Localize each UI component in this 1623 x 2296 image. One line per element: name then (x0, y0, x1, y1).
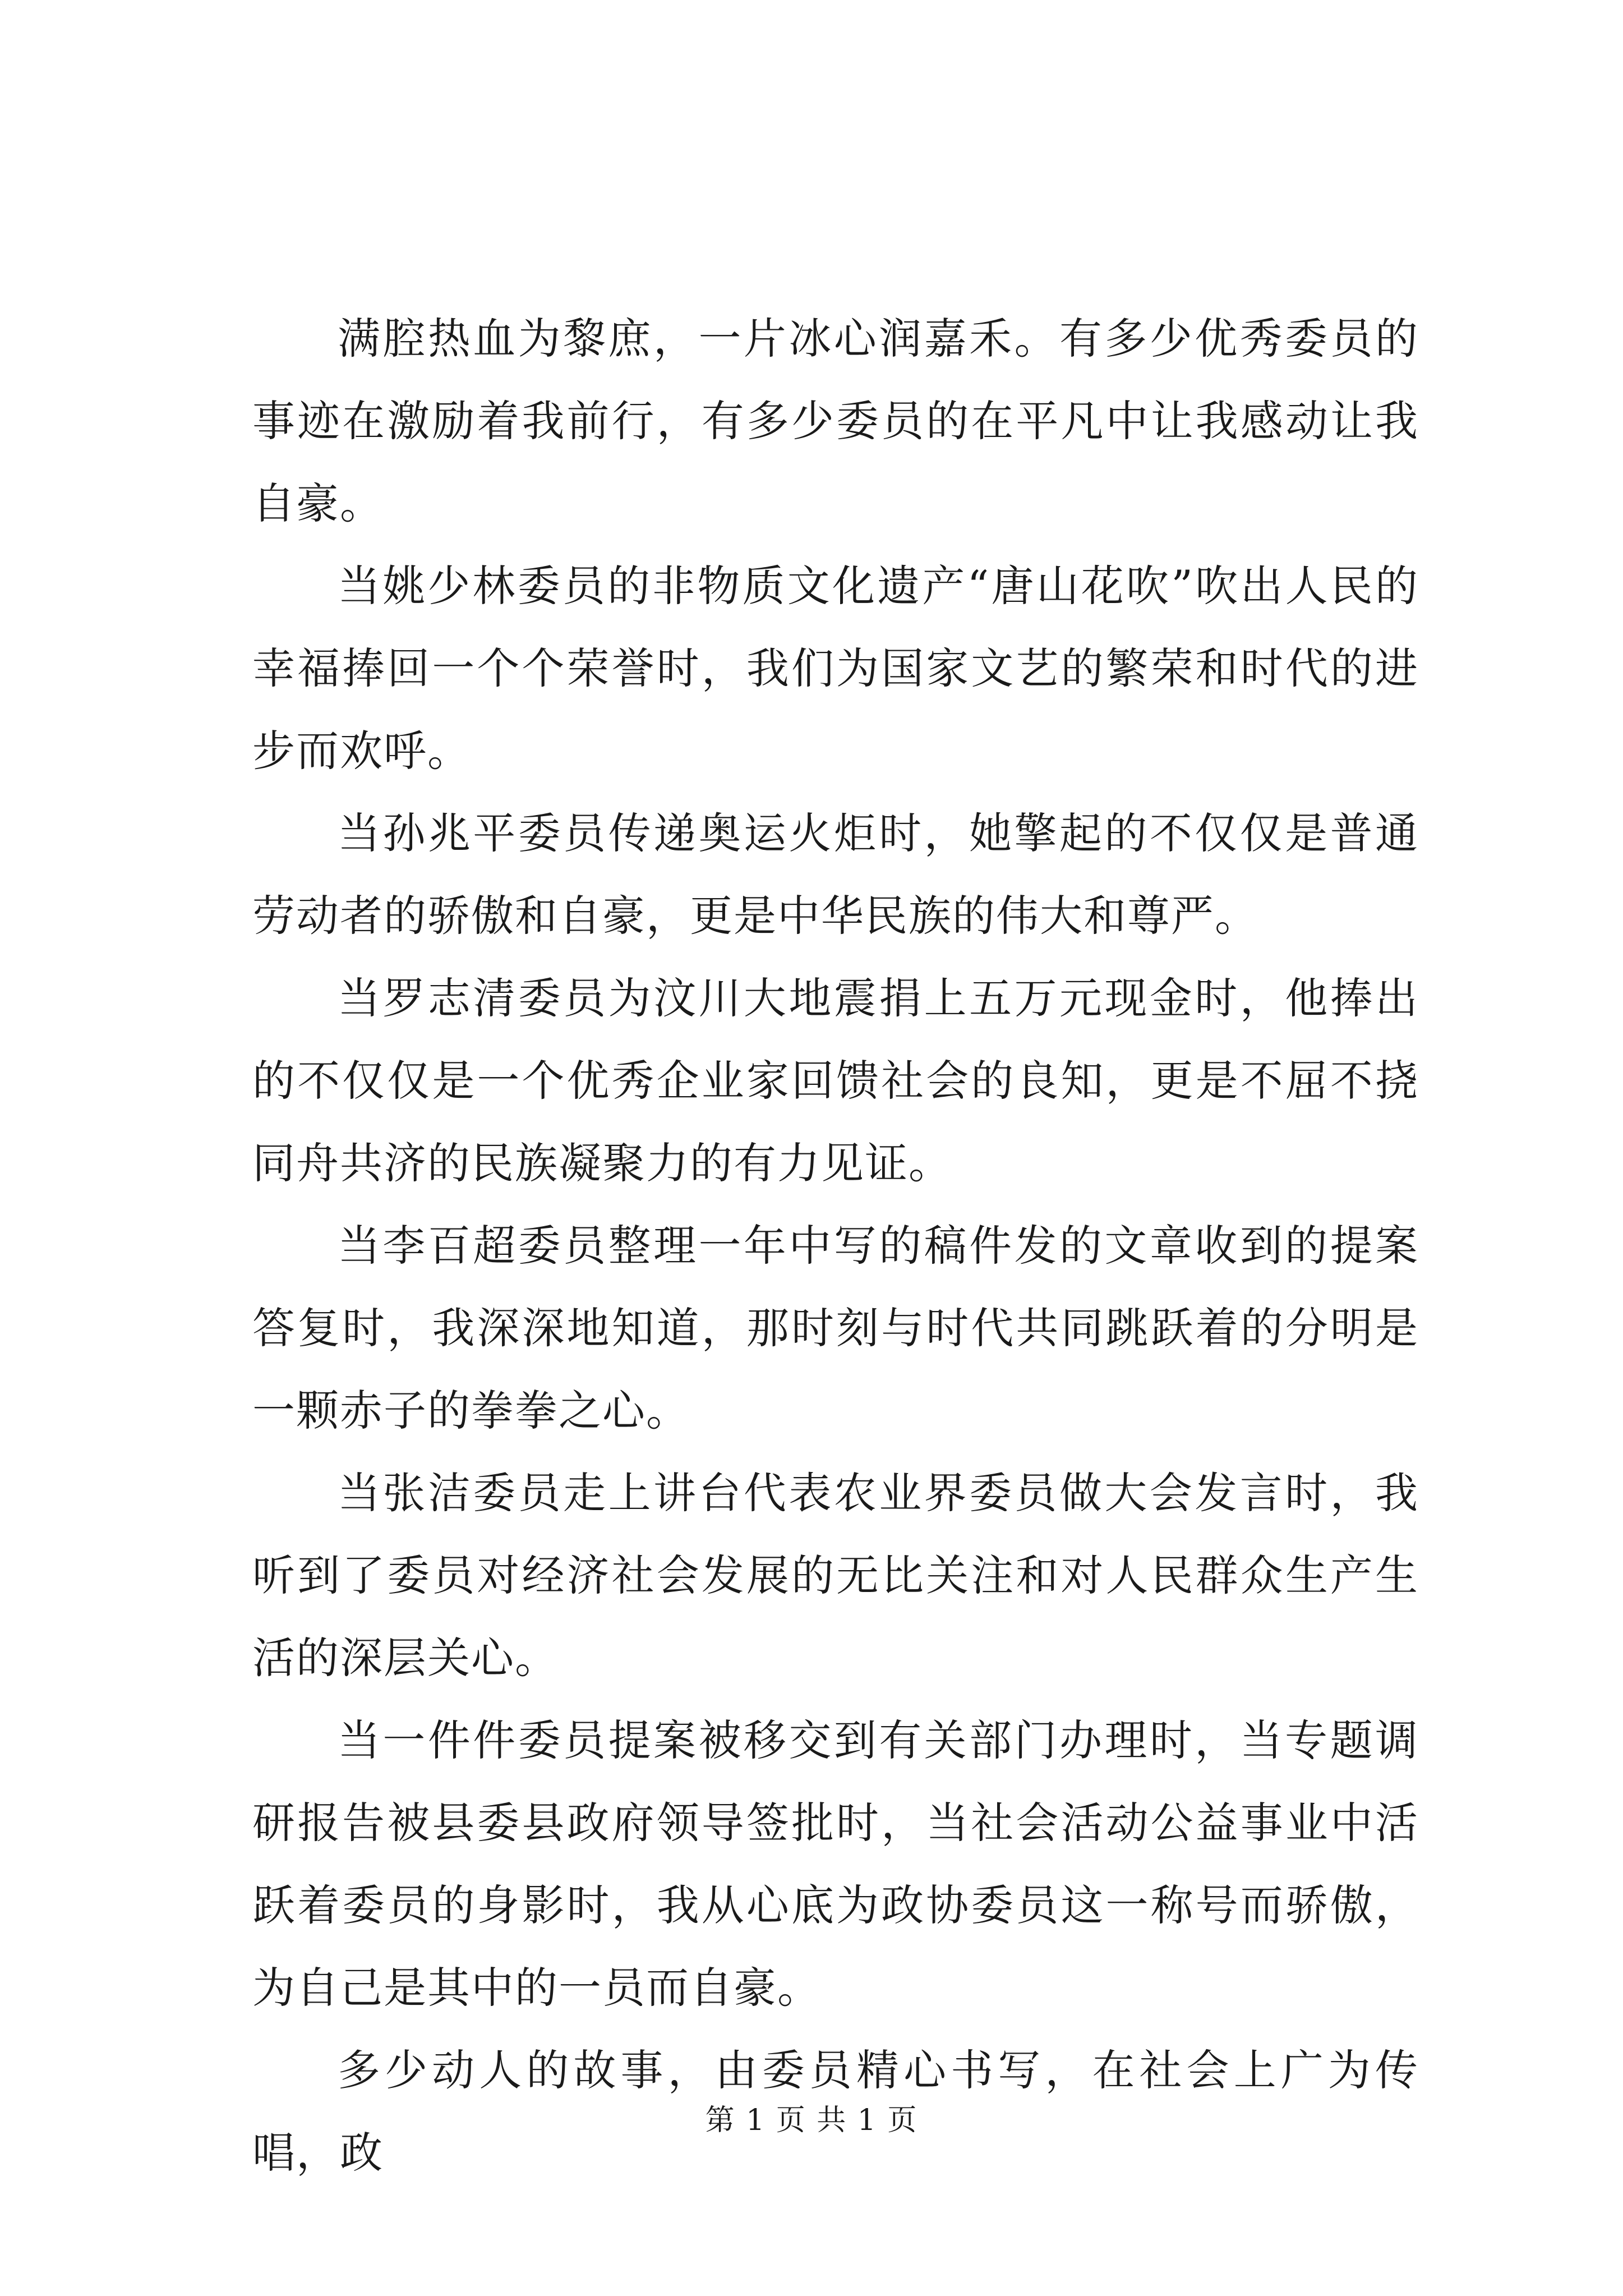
document-body (252, 297, 1419, 2194)
page-footer: 第 1 页 共 1 页 (705, 2104, 918, 2137)
paragraph-4: 当罗志清委员为汶川大地震捐上五万元现金时，他捧出的不仅仅是一个优秀企业家回馈社会的良知，更是不屈不挠同舟共济的民族凝聚力的有力见证。 (252, 973, 1419, 1188)
paragraph-1: 满腔热血为黎庶，一片冰心润嘉禾。有多少优秀委员的事迹在激励着我前行，有多少委员的在平凡中让我感动让我自豪。 (252, 314, 1419, 528)
paragraph-7: 当一件件委员提案被移交到有关部门办理时，当专题调研报告被县委县政府领导签批时，当社会活动公益事业中活跃着委员的身影时，我从心底为政协委员这一称号而骄傲，为自己是其中的一员而自豪。 (252, 1715, 1419, 2013)
paragraph-5: 当李百超委员整理一年中写的稿件发的文章收到的提案答复时，我深深地知道，那时刻与时代共同跳跃着的分明是一颗赤子的拳拳之心。 (252, 1221, 1419, 1435)
paragraph-3: 当孙兆平委员传递奥运火炬时，她擎起的不仅仅是普通劳动者的骄傲和自豪，更是中华民族的伟大和尊严。 (252, 808, 1419, 941)
paragraph-2: 当姚少林委员的非物质文化遗产“唐山花吹”吹出人民的幸福捧回一个个荣誉时，我们为国家文艺的繁荣和时代的进步而欢呼。 (252, 561, 1419, 776)
paragraph-8: 多少动人的故事，由委员精心书写，在社会上广为传唱，政 (252, 2045, 1419, 2178)
paragraph-6: 当张洁委员走上讲台代表农业界委员做大会发言时，我听到了委员对经济社会发展的无比关注和对人民群众生产生活的深层关心。 (252, 1468, 1419, 1683)
